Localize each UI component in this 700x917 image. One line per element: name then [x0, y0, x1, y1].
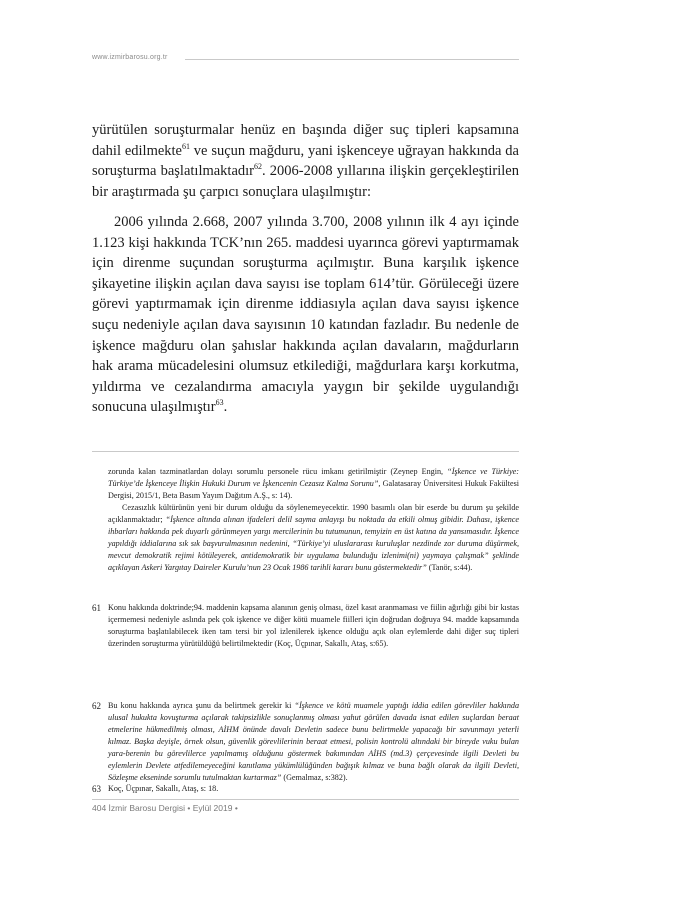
header-rule	[185, 59, 519, 60]
footnote-italic: “İşkence altında alınan ifadeleri delil sayma anlayışı bu noktada da etkili olmuş gibidir. Dahası, işkence ihbarları hakkında pek duyarlı görünmeyen yargı mercilerinin bu tutumunun, temyizin en üst katına da yansımasıdır. İşkence yapıldığı iddialarına sık sık başvurulmasının nedenini, “Türkiye’yi uluslararası kuruluşlar nezdinde zor duruma düşürmek, mevcut demokratik rejimi kötüleyerek, antidemokratik bir uygulama bulunduğu izlenimi(ni) yaymaya çalışmak” şeklinde açıklayan Askeri Yargıtay Daireler Kurulu’nun 23 Ocak 1986 tarihli kararı bunu göstermektedir”	[108, 515, 519, 572]
footnote-62	[92, 700, 519, 784]
body-text-end: .	[223, 399, 228, 416]
header-url: www.izmirbarosu.org.tr	[92, 54, 168, 61]
footnote-continuation	[108, 466, 519, 574]
page-footer: 404 İzmir Barosu Dergisi • Eylül 2019 •	[92, 803, 238, 813]
footnote-text: Konu hakkında doktrinde;94. maddenin kapsama alanının geniş olması, özel kasıt aranmaması ve fiilin ağırlığı gibi bir kıstas içermemesi nedeniyle aslında pek çok işkence ve diğer kötü muamele fiilleri için doğrudan doğruya 94. madde kapsamında soruşturma başlatılabilecek iken tam tersi bir yol izlenilerek işkence olduğu açık olan eylemlerde dahi diğer suç tipleri üzerinden soruşturma yürütüldüğü belirtilmektedir (Koç, Üçpınar, Sakallı, Ataş, s:65).	[108, 603, 519, 648]
footnote-61	[92, 602, 519, 650]
footnote-ref-61: 61	[182, 141, 190, 151]
body-text: . 2006-2008 yıllarına ilişkin gerçekleştirilen bir araştırmada şu çarpıcı sonuçlara ulaşılmıştır:	[92, 163, 519, 200]
body-text: ve suçun mağduru, yani işkenceye uğrayan hakkında da soruşturma başlatılmaktadır	[92, 142, 519, 180]
footnote-text: zorunda kalan tazminatlardan dolayı sorumlu personele rücu imkanı getirilmiştir (Zeynep Engin,	[108, 467, 448, 476]
body-paragraph-1	[92, 120, 519, 202]
footnote-italic: “İşkence ve kötü muamele yaptığı iddia edilen görevliler hakkında ulusal hukukta kovuşturma açılarak takipsizlikle sonuçlanmış olması yahut görülen davada isnat edilen suçlardan beraat etmelerine hükmedilmiş olması, AİHM önünde davalı Devletin sadece bunu belirtmekle yapacağı bir savunmayı yeterli kılmaz. Başka deyişle, örnek olsun, güvenlik görevlilerinin beraat etmesi, polisin kontrolü altındaki bir bireyde vuku bulan yara-berenin bu görevlilerce yapılmamış olduğunu göstermek bakımından AİHS (md.3) çerçevesinde ilgili Devleti bu eylemlerin Devlete atfedilemeyeceğini kanıtlama yükümlülüğünden bağışık kılmaz ve buna bağlı olarak da ilgili Devleti, Sözleşme ekseninde sorumlu tutulmaktan kurtarmaz”	[108, 701, 520, 782]
footnote-ref-62: 62	[254, 162, 262, 172]
footnote-body	[108, 700, 519, 784]
body-paragraph-2	[92, 212, 519, 418]
footnote-number: 62	[92, 701, 101, 711]
body-text	[92, 212, 519, 418]
footnote-text: (Gemalmaz, s:382).	[281, 773, 348, 782]
footnote-text: Koç, Üçpınar, Sakallı, Ataş, s: 18.	[108, 784, 219, 793]
footnote-63	[92, 783, 519, 795]
footnote-italic: “İşkence ve Türkiye: Türkiye’de İşkenceye İlişkin Hukuki Durum ve İşkencenin Cezasız Kalma Sorunu”	[108, 467, 519, 488]
footnote-text: , Galatasaray Üniversitesi Hukuk Fakültesi Dergisi, 2015/1, Beta Basım Yayım Dağıtım A.Ş., s: 14).	[108, 479, 519, 500]
footnote-text: Cezasızlık kültürünün yeni bir durum olduğu da söylenemeyecektir. 1990 basımlı olan bir eserde bu durum şu şekilde açıklanmaktadır;	[108, 503, 519, 524]
footnote-text: (Tanör, s:44).	[426, 563, 473, 572]
footer-rule	[92, 799, 519, 800]
body-text-content: 2006 yılında 2.668, 2007 yılında 3.700, 2008 yılının ilk 4 ayı içinde 1.123 kişi hakkında TCK’nın 265. maddesi uyarınca görevi yaptırmamak için direnme suçundan soruşturma açılmıştır. Buna karşılık işkence şikayetine ilişkin açılan dava sayısı ise toplam 614’tür. Görüleceği üzere görevi yaptırmamak için direnme iddiasıyla açılan dava sayısı işkence suçu nedeniyle açılan dava sayısının 10 katından fazladır. Bu nedenle de işkence mağduru olan şahıslar hakkında açılan davaların, mağdurların hak arama mücadelesini olumsuz etkilediği, mağdurlara karşı korkutma, yıldırma ve cezalandırma amacıyla yaygın bir şekilde uygulandığı sonucuna ulaşılmıştır	[92, 214, 519, 416]
footnote-number: 61	[92, 603, 101, 613]
body-text: yürütülen soruşturmalar henüz en başında diğer suç tipleri kapsamına dahil edilmekte	[92, 122, 519, 159]
footnote-ref-63: 63	[215, 398, 224, 408]
footnote-text: Bu konu hakkında ayrıca şunu da belirtmek gerekir ki	[108, 701, 295, 710]
footnote-number: 63	[92, 784, 101, 794]
footnote-paragraph	[108, 502, 519, 574]
footnotes-rule	[92, 451, 519, 452]
